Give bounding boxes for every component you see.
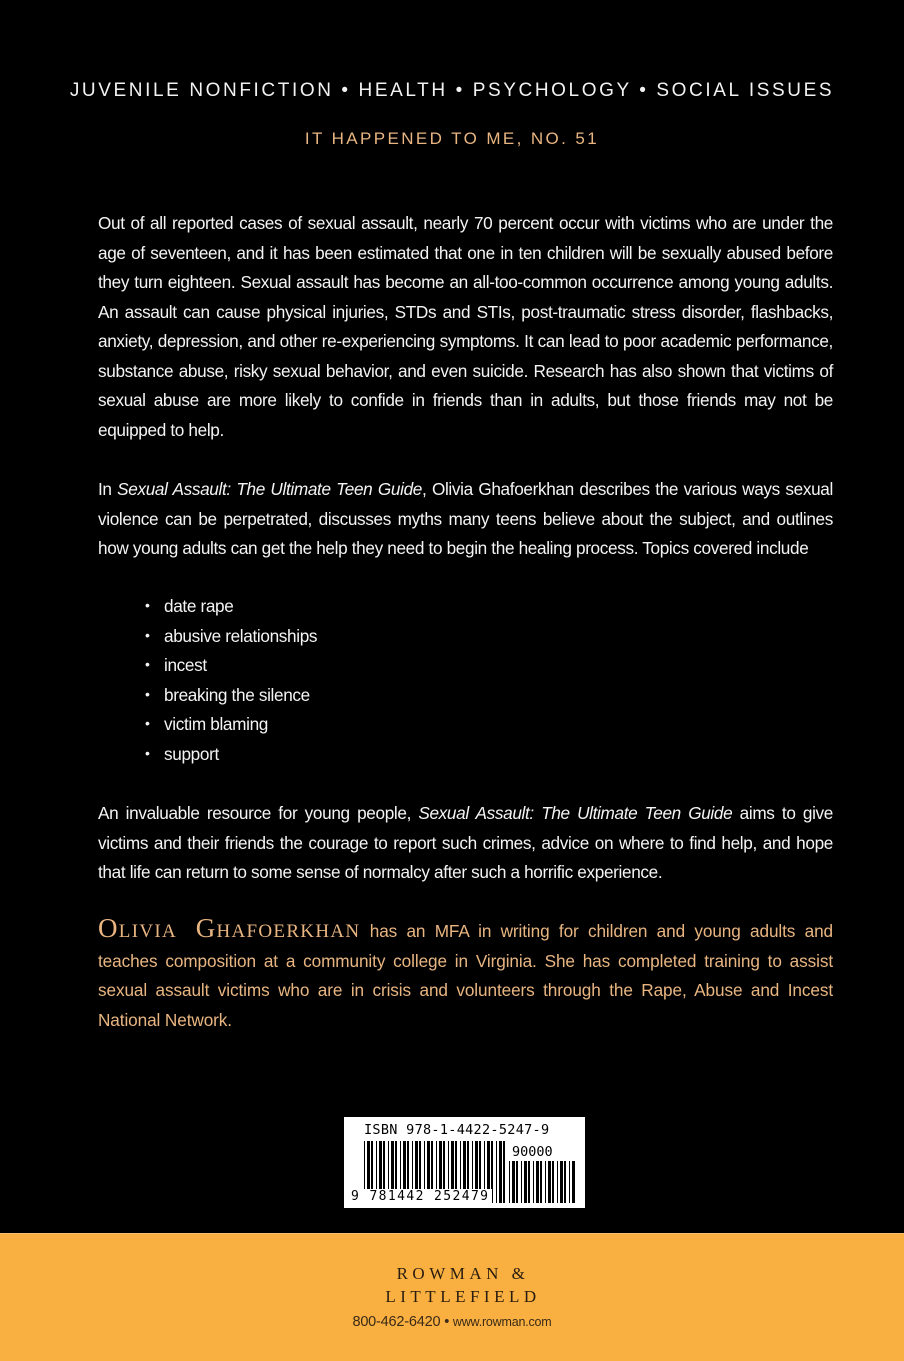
bullet-icon: •	[145, 597, 150, 613]
topic-label: victim blaming	[164, 714, 268, 734]
barcode-bar	[569, 1161, 570, 1203]
barcode-bar	[533, 1161, 534, 1203]
p3-prefix: An invaluable resource for young people,	[98, 803, 419, 823]
barcode-bar	[496, 1141, 497, 1203]
p2-prefix: In	[98, 479, 118, 499]
publisher-band	[0, 1233, 904, 1361]
barcode-bar	[512, 1161, 515, 1203]
publisher-name-line-1: ROWMAN &	[396, 1264, 530, 1283]
publisher-name-line-2: LITTLEFIELD	[385, 1287, 541, 1306]
topic-item	[145, 740, 317, 770]
barcode-bar	[564, 1161, 566, 1203]
barcode-bar	[499, 1141, 502, 1203]
topic-item	[145, 622, 317, 652]
barcode-bar	[536, 1161, 539, 1203]
barcode-bar	[528, 1161, 530, 1203]
barcode-bar	[503, 1141, 505, 1203]
description-paragraph-3	[98, 799, 833, 888]
addon-barcode-bars	[509, 1161, 575, 1203]
topic-label: incest	[164, 655, 207, 675]
ean-digits: 9 781442 252479	[351, 1189, 492, 1204]
topic-label: support	[164, 743, 219, 764]
bullet-icon: •	[145, 744, 150, 761]
barcode-bar	[557, 1161, 558, 1203]
topic-item	[145, 592, 317, 622]
barcode-bar	[572, 1161, 575, 1203]
topic-label: date rape	[164, 596, 234, 616]
bullet-icon: •	[145, 685, 150, 702]
isbn-label: ISBN 978-1-4422-5247-9	[364, 1122, 550, 1138]
book-title-italic: Sexual Assault: The Ultimate Teen Guide	[418, 803, 733, 823]
topic-item	[145, 681, 317, 711]
p3-suffix: aims to give victims and their friends the courage to report such crimes, advice on where to find help, and hope that life can return to some sense of normalcy after such a horrific experience.	[98, 803, 833, 882]
barcode-bar	[545, 1161, 546, 1203]
description-paragraph-1: Out of all reported cases of sexual assault, nearly 70 percent occur with victims who are under the age of seventeen, and it has been estimated that one in ten children will be sexually abused before they turn eighteen. Sexual assault has become an all-too-common occurrence among young adults. An assault can cause physical injuries, STDs and STIs, post-traumatic stress disorder, flashbacks, anxiety, depression, and other re-experiencing symptoms. It can lead to poor academic performance, substance abuse, risky sexual behavior, and even suicide. Research has also shown that victims of sexual abuse are more likely to confide in friends than in adults, but those friends may not be equipped to help.	[98, 213, 833, 440]
barcode-bar	[521, 1161, 522, 1203]
bullet-icon: •	[145, 656, 150, 672]
topic-label: abusive relationships	[164, 625, 318, 646]
bullet-icon: •	[145, 715, 150, 731]
author-bio	[98, 914, 833, 1035]
separator-dot: •	[440, 1314, 453, 1330]
topic-label: breaking the silence	[164, 684, 310, 705]
publisher-contact	[0, 1314, 904, 1330]
series-title: IT HAPPENED TO ME, NO. 51	[304, 129, 600, 148]
topics-list	[145, 592, 317, 769]
barcode-bar	[548, 1161, 551, 1203]
topic-item	[145, 651, 317, 681]
description-paragraph-2	[98, 475, 833, 564]
price-code: 90000	[512, 1144, 553, 1160]
barcode-bar	[560, 1161, 563, 1203]
author-name: Olivia Ghafoerkhan	[98, 913, 361, 943]
barcode-bar	[509, 1161, 510, 1203]
publisher-website: www.rowman.com	[452, 1315, 552, 1329]
categories-line: JUVENILE NONFICTION • HEALTH • PSYCHOLOGY • SOCIAL ISSUES	[69, 80, 835, 101]
book-title-italic: Sexual Assault: The Ultimate Teen Guide	[117, 479, 422, 499]
bullet-icon: •	[145, 626, 150, 643]
barcode-bar	[552, 1161, 554, 1203]
isbn-barcode	[344, 1117, 585, 1208]
barcode-bar	[524, 1161, 527, 1203]
topic-item	[145, 710, 317, 740]
publisher-phone: 800-462-6420	[352, 1314, 441, 1330]
p2-suffix: , Olivia Ghafoerkhan describes the various ways sexual violence can be perpetrated, discusses myths many teens believe about the subject, and outlines how young adults can get the help they need to begin the healing process. Topics covered include	[98, 479, 833, 558]
author-bio-text: has an MFA in writing for children and young adults and teaches composition at a community college in Virginia. She has completed training to assist sexual assault victims who are in crisis and volunteers through the Rape, Abuse and Incest National Network.	[98, 921, 834, 1030]
barcode-bar	[540, 1161, 542, 1203]
barcode-bar	[516, 1161, 518, 1203]
